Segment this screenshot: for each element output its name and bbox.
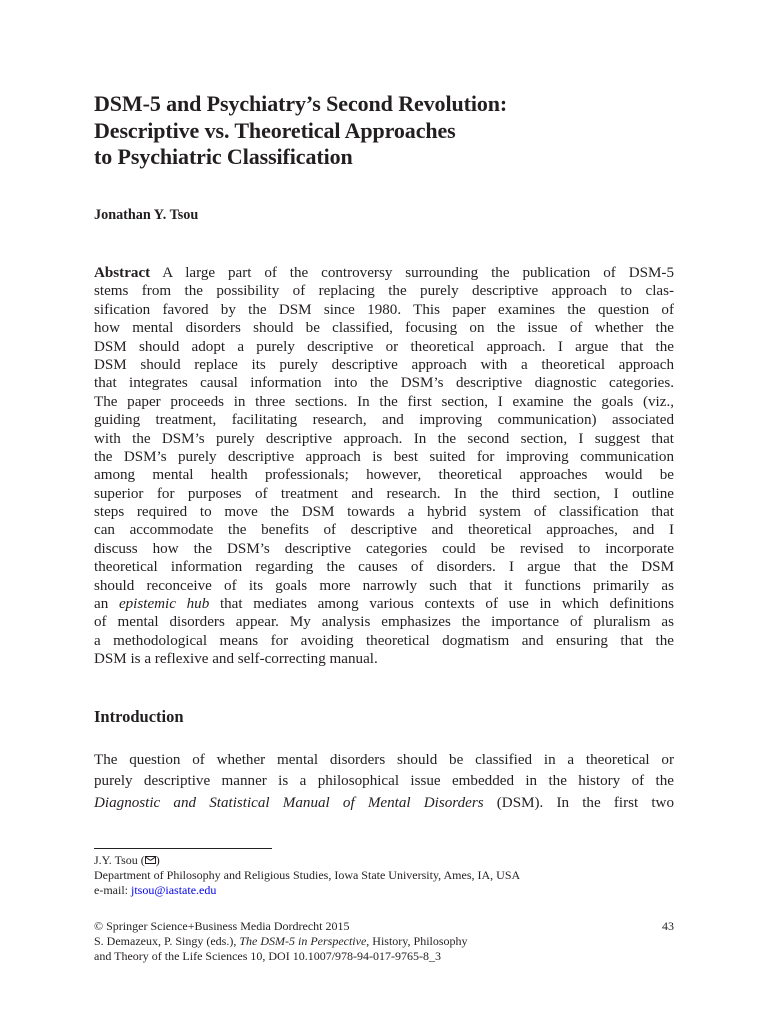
title-line: DSM-5 and Psychiatry’s Second Revolution: bbox=[94, 91, 508, 116]
introduction-heading: Introduction bbox=[94, 707, 184, 726]
abstract-line: of mental disorders appear. My analysis emphasizes the importance of pluralism as bbox=[94, 614, 674, 631]
introduction-paragraph bbox=[94, 750, 674, 814]
abstract-line: The paper proceeds in three sections. In the first section, I examine the goals (viz., bbox=[94, 393, 674, 410]
abstract-text: an bbox=[94, 596, 119, 613]
abstract-line: stems from the possibility of replacing the purely descriptive approach to clas- bbox=[94, 283, 674, 300]
abstract-line: DSM should adopt a purely descriptive or theoretical approach. I argue that the bbox=[94, 338, 674, 355]
citation-line: and Theory of the Life Sciences 10, DOI 10.1007/978-94-017-9765-8_3 bbox=[94, 949, 442, 964]
abstract-line: that integrates causal information into the DSM’s descriptive diagnostic categories. bbox=[94, 375, 674, 392]
dsm-full-title: Diagnostic and Statistical Manual of Mental Disorders bbox=[94, 794, 484, 811]
abstract-line: how mental disorders should be classified, focusing on the issue of whether the bbox=[94, 320, 674, 337]
abstract-line: among mental health professionals; however, theoretical approaches would be bbox=[94, 467, 674, 484]
citation-line: S. Demazeux, P. Singy (eds.), The DSM-5 in Perspective, History, Philosophy bbox=[94, 934, 468, 949]
envelope-icon bbox=[145, 856, 156, 864]
copyright-line: © Springer Science+Business Media Dordrecht 2015 bbox=[94, 919, 350, 933]
corresponding-author: J.Y. Tsou ( ) bbox=[94, 853, 160, 867]
footnote-divider bbox=[94, 848, 272, 849]
abstract-line: DSM should replace its purely descriptive approach with a theoretical approach bbox=[94, 356, 674, 373]
title-line: Descriptive vs. Theoretical Approaches bbox=[94, 117, 456, 143]
intro-line bbox=[94, 793, 674, 814]
abstract-label: Abstract bbox=[94, 265, 151, 281]
author-footnote bbox=[94, 853, 674, 899]
book-title: The DSM-5 in Perspective bbox=[239, 934, 367, 949]
abstract-line bbox=[94, 595, 674, 613]
abstract-text: A large part of the controversy surrounding the publication of DSM-5 bbox=[150, 265, 674, 281]
abstract-line: should reconceive of its goals more narrowly such that it functions primarily as bbox=[94, 577, 674, 594]
abstract-line: sification favored by the DSM since 1980. This paper examines the question of bbox=[94, 301, 674, 318]
abstract-line: the DSM’s purely descriptive approach is best suited for improving communication bbox=[94, 448, 674, 465]
email-link[interactable]: jtsou@iastate.edu bbox=[130, 883, 217, 898]
abstract-line bbox=[94, 264, 674, 282]
intro-line: purely descriptive manner is a philosophical issue embedded in the history of the bbox=[94, 773, 674, 790]
abstract-line: discuss how the DSM’s descriptive categories could be revised to incorporate bbox=[94, 540, 674, 557]
author-name: Jonathan Y. Tsou bbox=[94, 207, 199, 223]
affiliation: Department of Philosophy and Religious Studies, Iowa State University, Ames, IA, USA bbox=[94, 868, 521, 883]
intro-line: The question of whether mental disorders should be classified in a theoretical or bbox=[94, 752, 674, 768]
abstract-line: guiding treatment, facilitating research, and improving communication) associated bbox=[94, 412, 674, 429]
abstract-line: can accommodate the benefits of descriptive and theoretical approaches, and I bbox=[94, 522, 674, 539]
abstract-text: that mediates among various contexts of use in which definitions bbox=[209, 596, 674, 613]
abstract-line: steps required to move the DSM towards a hybrid system of classification that bbox=[94, 504, 674, 521]
abstract-line: theoretical information regarding the causes of disorders. I argue that the DSM bbox=[94, 559, 674, 576]
abstract-line: with the DSM’s purely descriptive approach. In the second section, I suggest that bbox=[94, 430, 674, 447]
abstract bbox=[94, 264, 674, 669]
copyright-block bbox=[94, 919, 674, 965]
abstract-line: a methodological means for avoiding theoretical dogmatism and ensuring that the bbox=[94, 632, 674, 649]
abstract-line: DSM is a reflexive and self-correcting manual. bbox=[94, 651, 378, 668]
epistemic-hub-term: epistemic hub bbox=[118, 596, 210, 613]
abstract-line: superior for purposes of treatment and research. In the third section, I outline bbox=[94, 485, 674, 502]
paper-title bbox=[94, 91, 674, 171]
page-number: 43 bbox=[662, 919, 674, 933]
email-line: e-mail: jtsou@iastate.edu bbox=[94, 883, 217, 898]
intro-text: (DSM). In the first two bbox=[483, 794, 674, 811]
title-line: to Psychiatric Classification bbox=[94, 144, 353, 169]
